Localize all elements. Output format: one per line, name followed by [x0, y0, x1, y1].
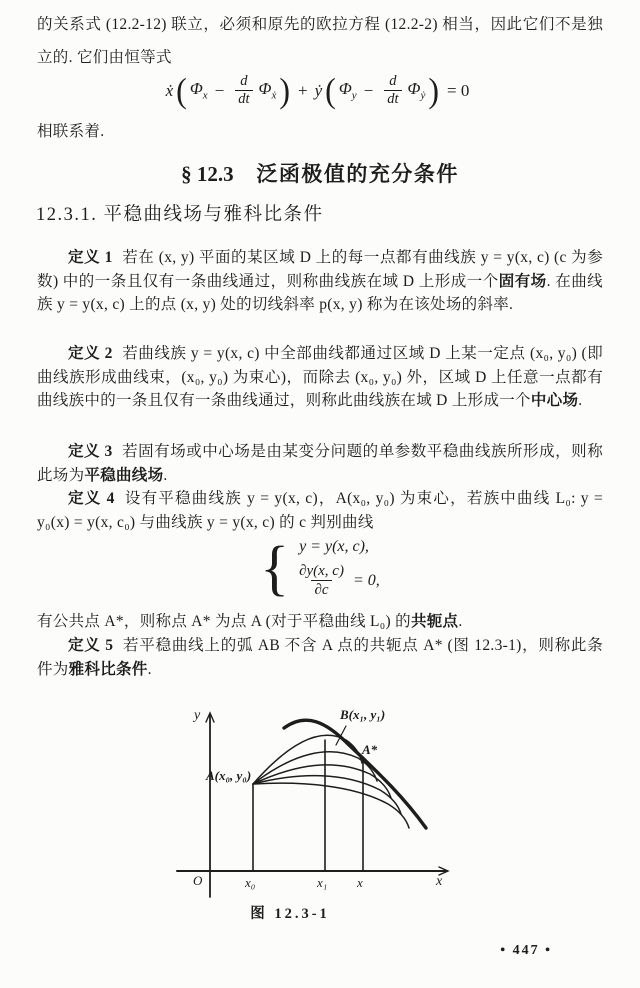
fraction-numerator: d — [240, 72, 248, 89]
discriminant-system-equation — [0, 534, 640, 602]
linking-text: 相联系着. — [37, 123, 105, 140]
figure-caption: 图 12.3-1 — [250, 906, 330, 922]
section-heading — [0, 158, 640, 188]
d-dt-fraction — [235, 74, 252, 108]
envelope-curve — [284, 720, 426, 828]
term-stationary-curve-field: 平稳曲线场 — [84, 466, 164, 484]
math-x-dot: ẋ — [165, 80, 174, 100]
tick-x0-label: x₀ — [245, 875, 256, 890]
definition-3 — [37, 440, 603, 487]
x-axis-label: x — [436, 874, 443, 889]
definition-5-label: 定义 5 — [68, 637, 114, 654]
term-conjugate-point: 共轭点 — [410, 613, 459, 630]
conjugate-text-cont: . — [458, 613, 463, 630]
plus-sign: + — [298, 80, 308, 100]
definition-4-text: 设有平稳曲线族 y = y(x, c)，A(x₀, y₀) 为束心，若族中曲线 L₀: y = y₀(x) = y(x, c₀) 与曲线族 y = y(x, c) 的 c 判别曲线 — [37, 490, 604, 531]
equals-zero: = 0 — [447, 80, 470, 100]
fraction-denominator: dt — [235, 90, 252, 108]
figure-12-3-1 — [150, 700, 490, 905]
linking-sentence — [37, 120, 603, 144]
minus-sign: − — [363, 80, 374, 100]
definition-1-label: 定义 1 — [68, 249, 113, 266]
definition-2 — [37, 342, 603, 413]
math-phi-xdot — [259, 79, 277, 101]
definition-1-text-cont: . 在曲线族 y = y(x, c) 上的点 (x, y) 处的切线斜率 p(x, y) 称为在该处场的斜率. — [37, 272, 603, 313]
definition-2-text: 若曲线族 y = y(x, c) 中全部曲线都通过区域 D 上某一定点 (x₀, y₀) (即曲线族形成曲线束，(x₀, y₀) 为束心)，而除去 (x₀, y₀) 外，区域 D 上任意一点都有曲线族中的一条且仅有一条曲线通过，则称此曲线族在域 D 上形成一个 — [37, 345, 603, 409]
term-central-field: 中心场 — [530, 392, 579, 409]
phi-symbol: Φ — [338, 79, 352, 99]
system-brace: { — [260, 534, 290, 602]
point-b-label: B(x₁, y₁) — [340, 707, 386, 722]
fraction-denominator: ∂c — [311, 580, 331, 599]
phi-symbol: Φ — [258, 79, 272, 99]
intro-text: 的关系式 (12.2-12) 联立，必须和原先的欧拉方程 (12.2-2) 相当，因此它们不是独立的. 它们由恒等式 — [37, 16, 603, 66]
definition-5-text: 若平稳曲线上的弧 AB 不含 A 点的共轭点 A* (图 12.3-1)，则称此条件为 — [37, 637, 603, 678]
definition-4-label: 定义 4 — [68, 490, 115, 507]
partial-derivative-fraction — [299, 563, 344, 598]
phi-x-subscript: x — [202, 89, 208, 102]
conjugate-point-paragraph — [37, 610, 603, 634]
euler-identity-equation — [0, 72, 640, 109]
definition-2-label: 定义 2 — [68, 345, 113, 362]
phi-xdot-subscript: ẋ — [271, 89, 277, 102]
close-paren: ) — [428, 70, 440, 110]
open-paren: ( — [176, 70, 187, 110]
fraction-numerator: ∂y(x, c) — [299, 563, 344, 579]
definition-5-text-cont: . — [147, 660, 152, 678]
fraction-denominator: dt — [384, 90, 401, 108]
definition-1-text: 若在 (x, y) 平面的某区域 D 上的每一点都有曲线族 y = y(x, c) (c 为参数) 中的一条且仅有一条曲线通过，则称曲线族在域 D 上形成一个 — [37, 249, 604, 290]
definition-4 — [37, 487, 603, 534]
term-jacobi-condition: 雅科比条件 — [68, 660, 148, 678]
intro-paragraph — [37, 8, 603, 74]
definition-3-label: 定义 3 — [68, 443, 113, 460]
y-axis-label: y — [194, 708, 201, 723]
family-curve-4 — [253, 776, 401, 814]
origin-label: O — [193, 873, 203, 888]
system-line-2 — [299, 563, 380, 598]
definition-3-text-cont: . — [163, 466, 168, 484]
definition-3-text: 若固有场或中心场是由某变分问题的单参数平稳曲线族所形成，则称此场为 — [37, 443, 603, 484]
page-number: • 447 • — [500, 943, 552, 958]
point-a-label: A(x₀, y₀) — [206, 768, 252, 783]
d-dt-fraction — [384, 74, 401, 108]
system-rows — [299, 538, 380, 598]
conjugate-text: 有公共点 A*，则称点 A* 为点 A (对于平稳曲线 L₀) 的 — [37, 613, 411, 630]
definition-1 — [37, 246, 603, 317]
open-paren: ( — [325, 70, 336, 110]
term-proper-field: 固有场 — [498, 272, 547, 290]
math-y-dot: ẏ — [314, 80, 323, 100]
math-phi-ydot — [408, 79, 426, 101]
definition-2-text-cont: . — [578, 392, 583, 409]
section-number: § 12.3 — [181, 162, 234, 186]
subsection-heading: 12.3.1. 平稳曲线场与雅科比条件 — [36, 205, 324, 225]
math-phi-x — [190, 79, 208, 101]
system-line-2-rhs: = 0, — [352, 571, 380, 589]
tick-x-label: x — [357, 875, 363, 890]
family-curve-5 — [253, 783, 409, 828]
minus-sign: − — [214, 80, 225, 100]
conjugate-point-label: A* — [362, 742, 378, 757]
phi-symbol: Φ — [189, 79, 203, 99]
close-paren: ) — [279, 70, 291, 110]
system-body — [260, 534, 380, 602]
tick-x1-label: x₁ — [317, 875, 328, 890]
fraction-numerator: d — [389, 72, 397, 89]
phi-symbol: Φ — [407, 79, 421, 99]
jacobi-condition-diagram — [150, 700, 490, 900]
phi-ydot-subscript: ẏ — [420, 89, 426, 102]
section-title: 泛函极值的充分条件 — [256, 162, 459, 186]
definition-5 — [37, 634, 603, 681]
system-line-1: y = y(x, c), — [299, 538, 369, 555]
math-phi-y — [339, 79, 357, 101]
phi-y-subscript: y — [351, 89, 357, 102]
